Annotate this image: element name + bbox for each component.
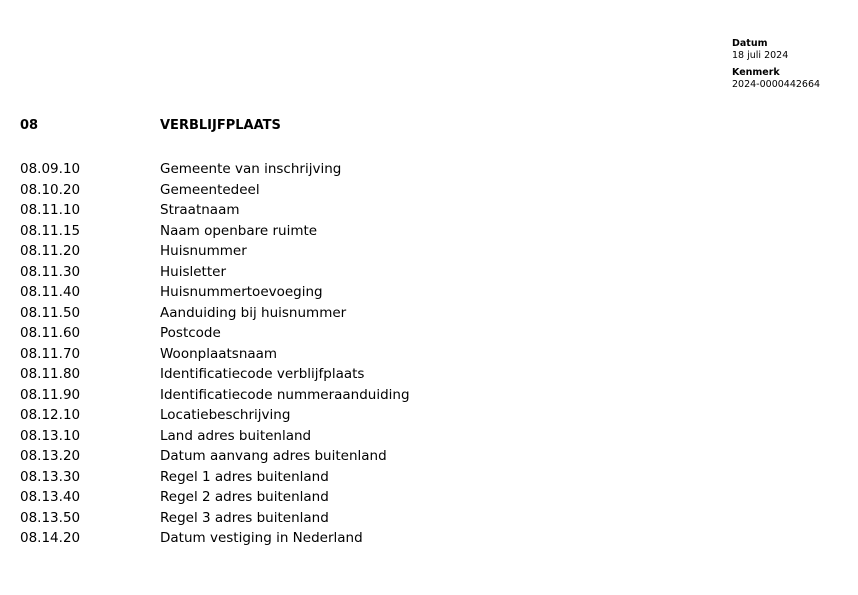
field-code: 08.11.20 (20, 243, 81, 259)
field-label: Regel 2 adres buitenland (160, 489, 329, 505)
field-label: Aanduiding bij huisnummer (160, 304, 347, 321)
field-code: 08.13.50 (20, 509, 81, 526)
datum-value: 18 juli 2024 (732, 50, 789, 61)
field-code: 08.09.10 (20, 161, 81, 177)
field-code: 08.13.30 (20, 468, 81, 485)
field-label: Regel 1 adres buitenland (160, 468, 329, 485)
field-label: Huisnummer (160, 243, 247, 259)
field-code: 08.11.40 (20, 284, 81, 300)
field-code: 08.11.90 (20, 386, 81, 403)
field-code: 08.11.10 (20, 202, 81, 218)
field-label: Land adres buitenland (160, 427, 312, 444)
datum-label: Datum (732, 38, 768, 49)
field-label: Regel 3 adres buitenland (160, 509, 329, 526)
field-code: 08.11.80 (20, 366, 81, 382)
field-code: 08.11.60 (20, 325, 81, 341)
field-code: 08.13.40 (20, 489, 81, 505)
field-code: 08.12.10 (20, 407, 81, 423)
field-label: Huisnummertoevoeging (160, 284, 323, 300)
field-label: Gemeente van inschrijving (160, 161, 342, 177)
field-code: 08.14.20 (20, 530, 81, 546)
kenmerk-label: Kenmerk (732, 67, 780, 78)
field-code: 08.11.50 (20, 304, 81, 321)
field-code: 08.13.20 (20, 448, 81, 464)
datum-block (732, 38, 820, 62)
kenmerk-value: 2024-0000442664 (732, 79, 821, 90)
field-label: Identificatiecode nummeraanduiding (160, 386, 410, 403)
field-code: 08.11.30 (20, 263, 81, 280)
document-meta (732, 38, 820, 96)
kenmerk-block (732, 67, 820, 91)
field-label: Straatnaam (160, 202, 240, 218)
field-label: Datum aanvang adres buitenland (160, 448, 387, 464)
field-code: 08.11.15 (20, 222, 81, 239)
field-code: 08.11.70 (20, 345, 81, 362)
field-code: 08.13.10 (20, 427, 81, 444)
section-title: VERBLIJFPLAATS (160, 118, 281, 133)
field-label: Datum vestiging in Nederland (160, 530, 363, 546)
field-code: 08.10.20 (20, 181, 81, 198)
field-label: Woonplaatsnaam (160, 345, 278, 362)
field-label: Huisletter (160, 263, 226, 280)
field-label: Locatiebeschrijving (160, 407, 291, 423)
field-label: Naam openbare ruimte (160, 222, 318, 239)
field-label: Identificatiecode verblijfplaats (160, 366, 365, 382)
section-code: 08 (20, 118, 39, 133)
field-label: Gemeentedeel (160, 181, 260, 198)
field-label: Postcode (160, 325, 221, 341)
